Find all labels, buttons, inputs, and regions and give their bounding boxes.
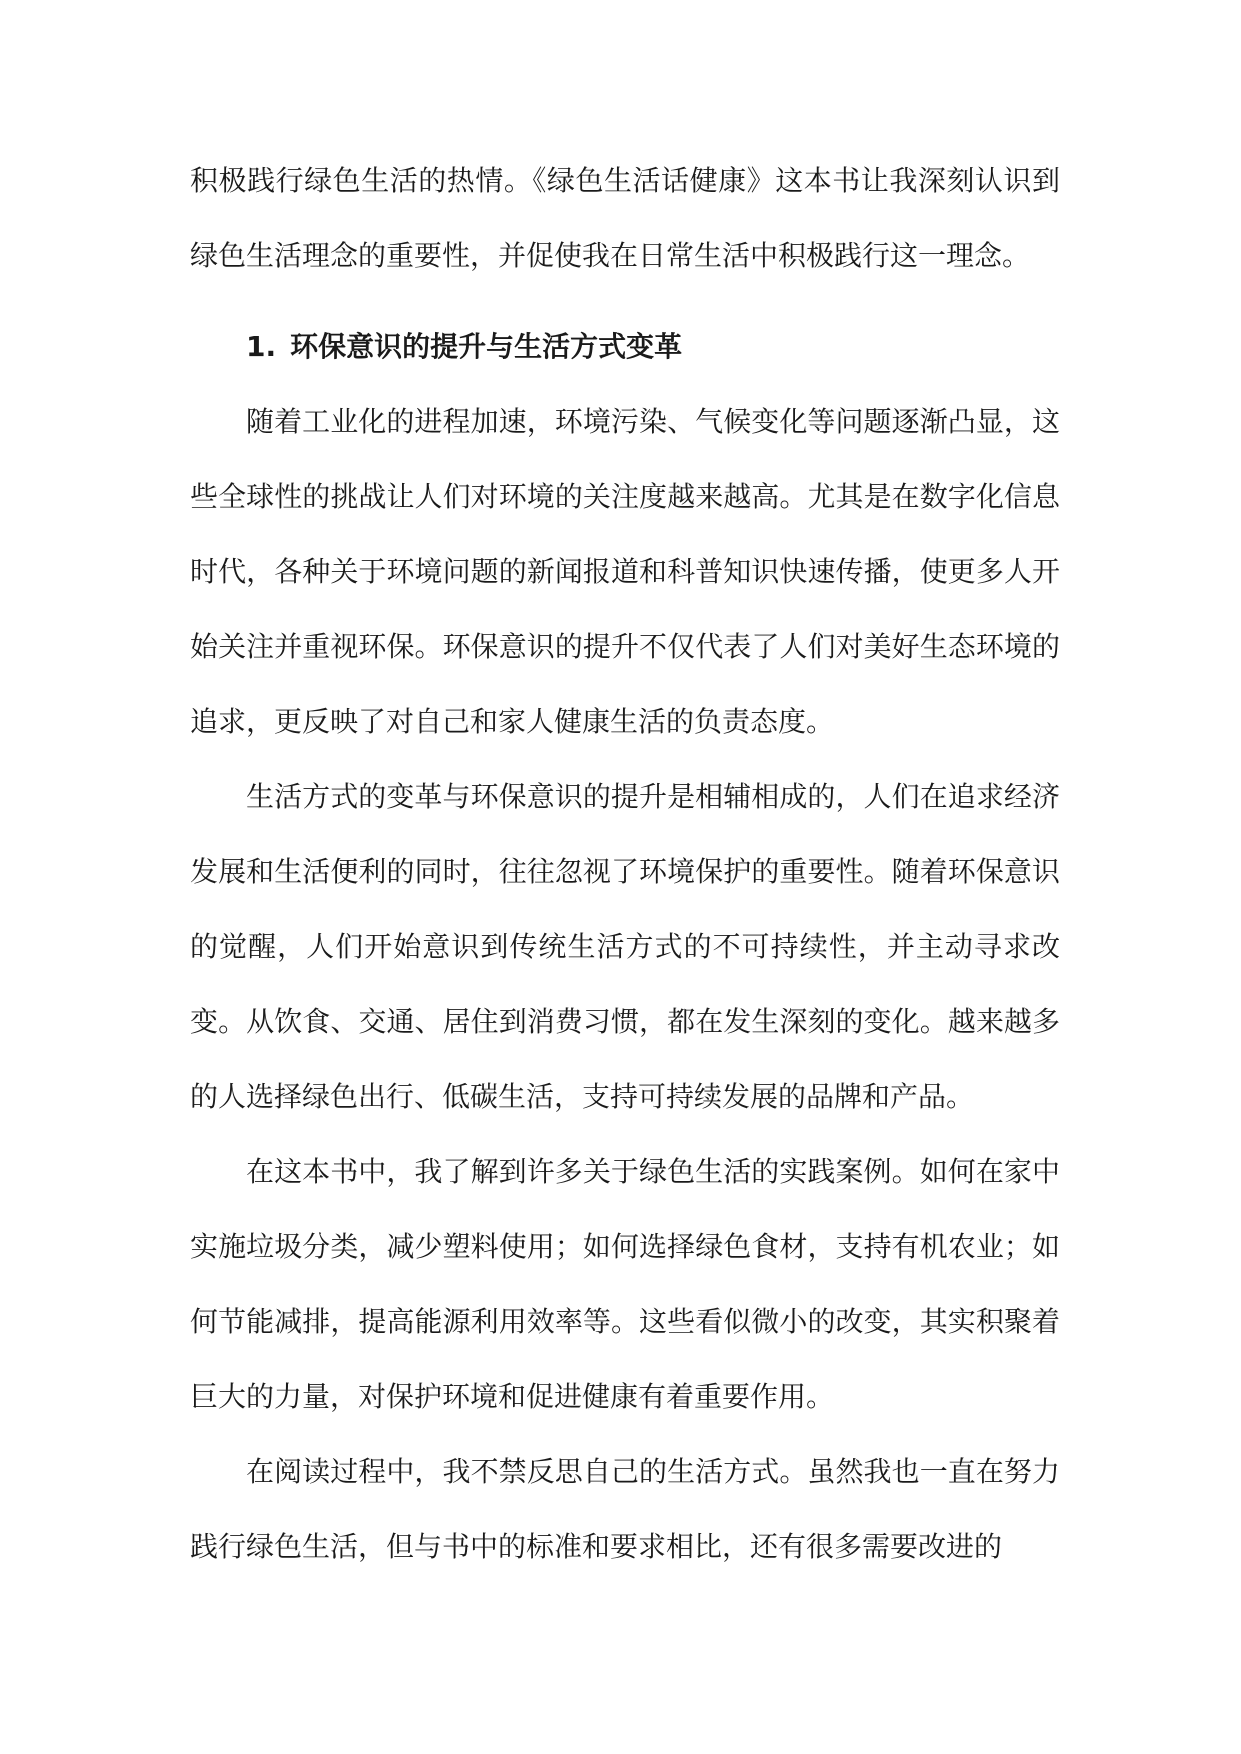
body-paragraph: 随着工业化的进程加速，环境污染、气候变化等问题逐渐凸显，这些全球性的挑战让人们对环境的关注度越来越高。尤其是在数字化信息时代，各种关于环境问题的新闻报道和科普知识快速传播，使更多人开始关注并重视环保。环保意识的提升不仅代表了人们对美好生态环境的追求，更反映了对自己和家人健康生活的负责态度。 (190, 405, 1060, 738)
intro-paragraph: 积极践行绿色生活的热情。《绿色生活话健康》这本书让我深刻认识到绿色生活理念的重要性，并促使我在日常生活中积极践行这一理念。 (190, 164, 1060, 272)
section-heading (190, 293, 1060, 384)
section-title: 环保意识的提升与生活方式变革 (290, 330, 683, 363)
body-paragraph: 在这本书中，我了解到许多关于绿色生活的实践案例。如何在家中实施垃圾分类，减少塑料使用；如何选择绿色食材，支持有机农业；如何节能减排，提高能源利用效率等。这些看似微小的改变，其实积聚着巨大的力量，对保护环境和促进健康有着重要作用。 (190, 1155, 1060, 1413)
body-paragraph: 生活方式的变革与环保意识的提升是相辅相成的，人们在追求经济发展和生活便利的同时，往往忽视了环境保护的重要性。随着环保意识的觉醒，人们开始意识到传统生活方式的不可持续性，并主动寻求改变。从饮食、交通、居住到消费习惯，都在发生深刻的变化。越来越多的人选择绿色出行、低碳生活，支持可持续发展的品牌和产品。 (190, 780, 1060, 1113)
section-number: 1. (246, 330, 277, 363)
document-body (190, 143, 1060, 1584)
body-paragraph: 在阅读过程中，我不禁反思自己的生活方式。虽然我也一直在努力践行绿色生活，但与书中的标准和要求相比，还有很多需要改进的 (190, 1455, 1060, 1563)
